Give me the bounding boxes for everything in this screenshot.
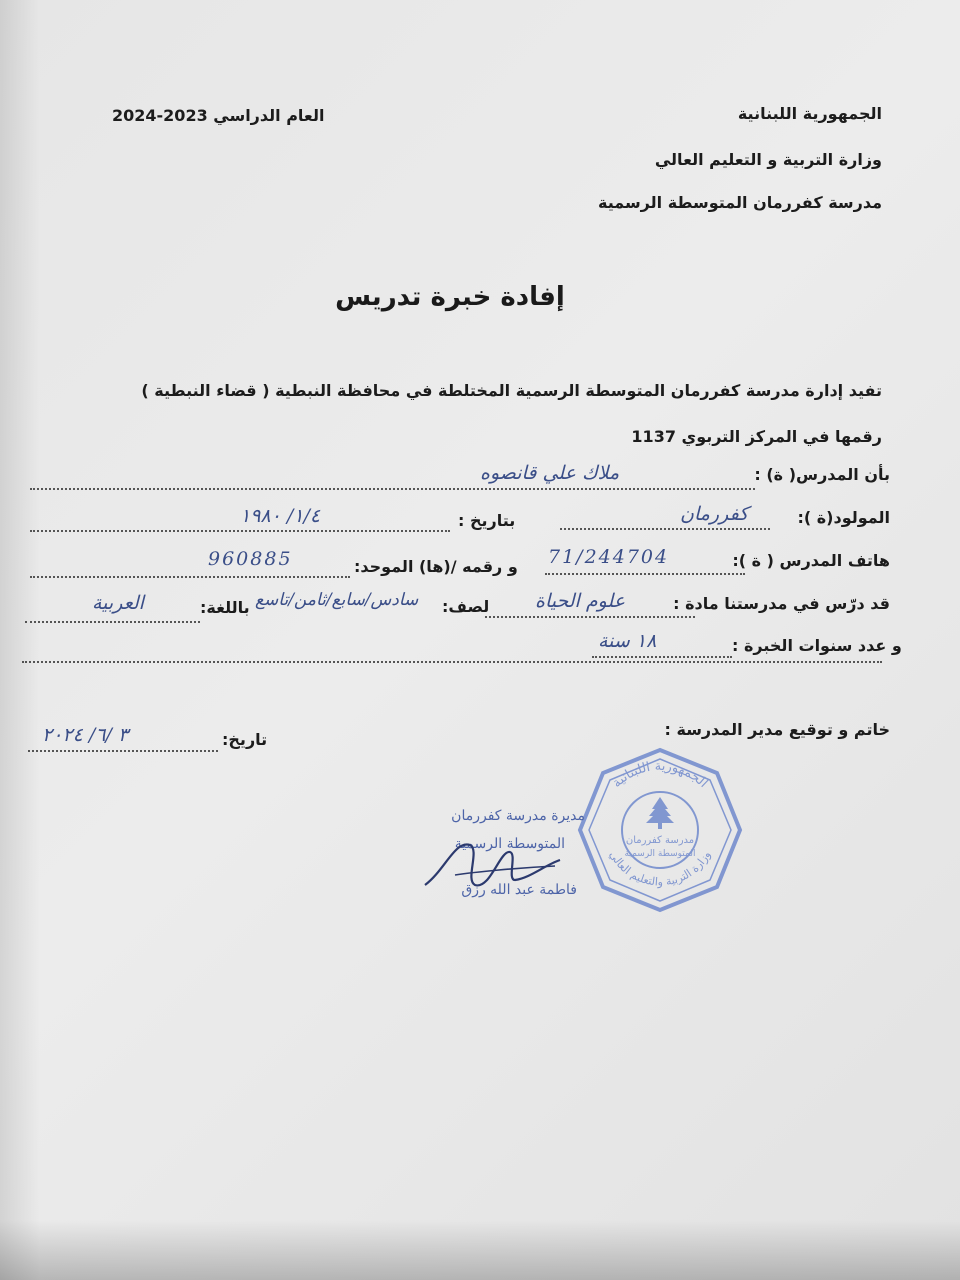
stamp-ring-text-bottom: وزارة التربية والتعليم العالي xyxy=(606,848,714,889)
official-stamp xyxy=(575,745,745,915)
stamp-signature-label: خاتم و توقيع مدير المدرسة : xyxy=(664,720,890,739)
page-shadow-bottom xyxy=(0,1220,960,1280)
subject-dotted-line xyxy=(485,616,695,618)
page-shadow-left xyxy=(0,0,40,1280)
date-label: تاريخ: xyxy=(222,730,268,749)
header-school: مدرسة كفررمان المتوسطة الرسمية xyxy=(597,193,882,212)
birthdate-dotted-line xyxy=(30,530,450,532)
language-label: باللغة: xyxy=(200,598,250,617)
stamp-inner-line-2: المتوسطة الرسمية xyxy=(624,849,696,859)
document-title: إفادة خبرة تدريس xyxy=(335,282,565,312)
stamp-ring-text: الجمهورية اللبنانية xyxy=(609,758,711,791)
years-continuation-line xyxy=(22,661,882,663)
language-dotted-line xyxy=(25,621,200,623)
class-label: لصف: xyxy=(442,597,490,616)
date-dotted-line xyxy=(28,750,218,752)
signature-scribble xyxy=(415,830,565,900)
subject-value: علوم الحياة xyxy=(535,590,626,612)
director-signature xyxy=(395,800,585,910)
cedar-icon xyxy=(646,797,674,829)
years-label: و عدد سنوات الخبرة : xyxy=(732,636,902,655)
subject-label: قد درّس في مدرستنا مادة : xyxy=(673,594,890,613)
unified-value: 960885 xyxy=(208,548,293,570)
language-value: العربية xyxy=(92,592,144,614)
birthplace-dotted-line xyxy=(560,528,770,530)
header-academic-year: العام الدراسي 2023-2024 xyxy=(112,106,325,125)
birthdate-value: ١/٤/ ١٩٨٠ xyxy=(240,505,321,527)
header-country: الجمهورية اللبنانية xyxy=(737,104,882,123)
unified-label: و رقمه /(ها) الموحد: xyxy=(354,557,518,576)
intro-line-1: تفيد إدارة مدرسة كفررمان المتوسطة الرسمية المختلطة في محافظة النبطية ( قضاء النبطية ) xyxy=(141,381,882,400)
years-value: ١٨ سنة xyxy=(598,630,657,652)
class-value: سادس/سابع/ثامن/تاسع xyxy=(255,590,419,610)
phone-dotted-line xyxy=(545,573,745,575)
intro-line-2: رقمها في المركز التربوي 1137 xyxy=(631,427,882,446)
signature-line-3: فاطمة عبد الله رزق xyxy=(461,882,577,898)
birthdate-label: بتاريخ : xyxy=(458,511,516,530)
header-ministry: وزارة التربية و التعليم العالي xyxy=(654,150,882,169)
phone-label: هاتف المدرس ( ة ): xyxy=(732,551,890,570)
stamp-inner-line-1: مدرسة كفررمان xyxy=(625,835,695,846)
signature-line-1: مديرة مدرسة كفررمان xyxy=(451,808,585,824)
years-dotted-line xyxy=(592,656,732,658)
birthplace-label: المولود(ة ): xyxy=(797,508,890,527)
teacher-label: بأن المدرس( ة) : xyxy=(754,465,890,484)
signature-line-2: المتوسطة الرسمية xyxy=(454,836,565,852)
teacher-value: ملاك علي قانصوه xyxy=(480,462,620,484)
date-value: ٣ /٦/ ٢٠٢٤ xyxy=(42,724,129,746)
phone-value: 71/244704 xyxy=(548,546,670,568)
birthplace-value: كفررمان xyxy=(680,503,749,525)
teacher-dotted-line xyxy=(30,488,755,490)
unified-dotted-line xyxy=(30,576,350,578)
